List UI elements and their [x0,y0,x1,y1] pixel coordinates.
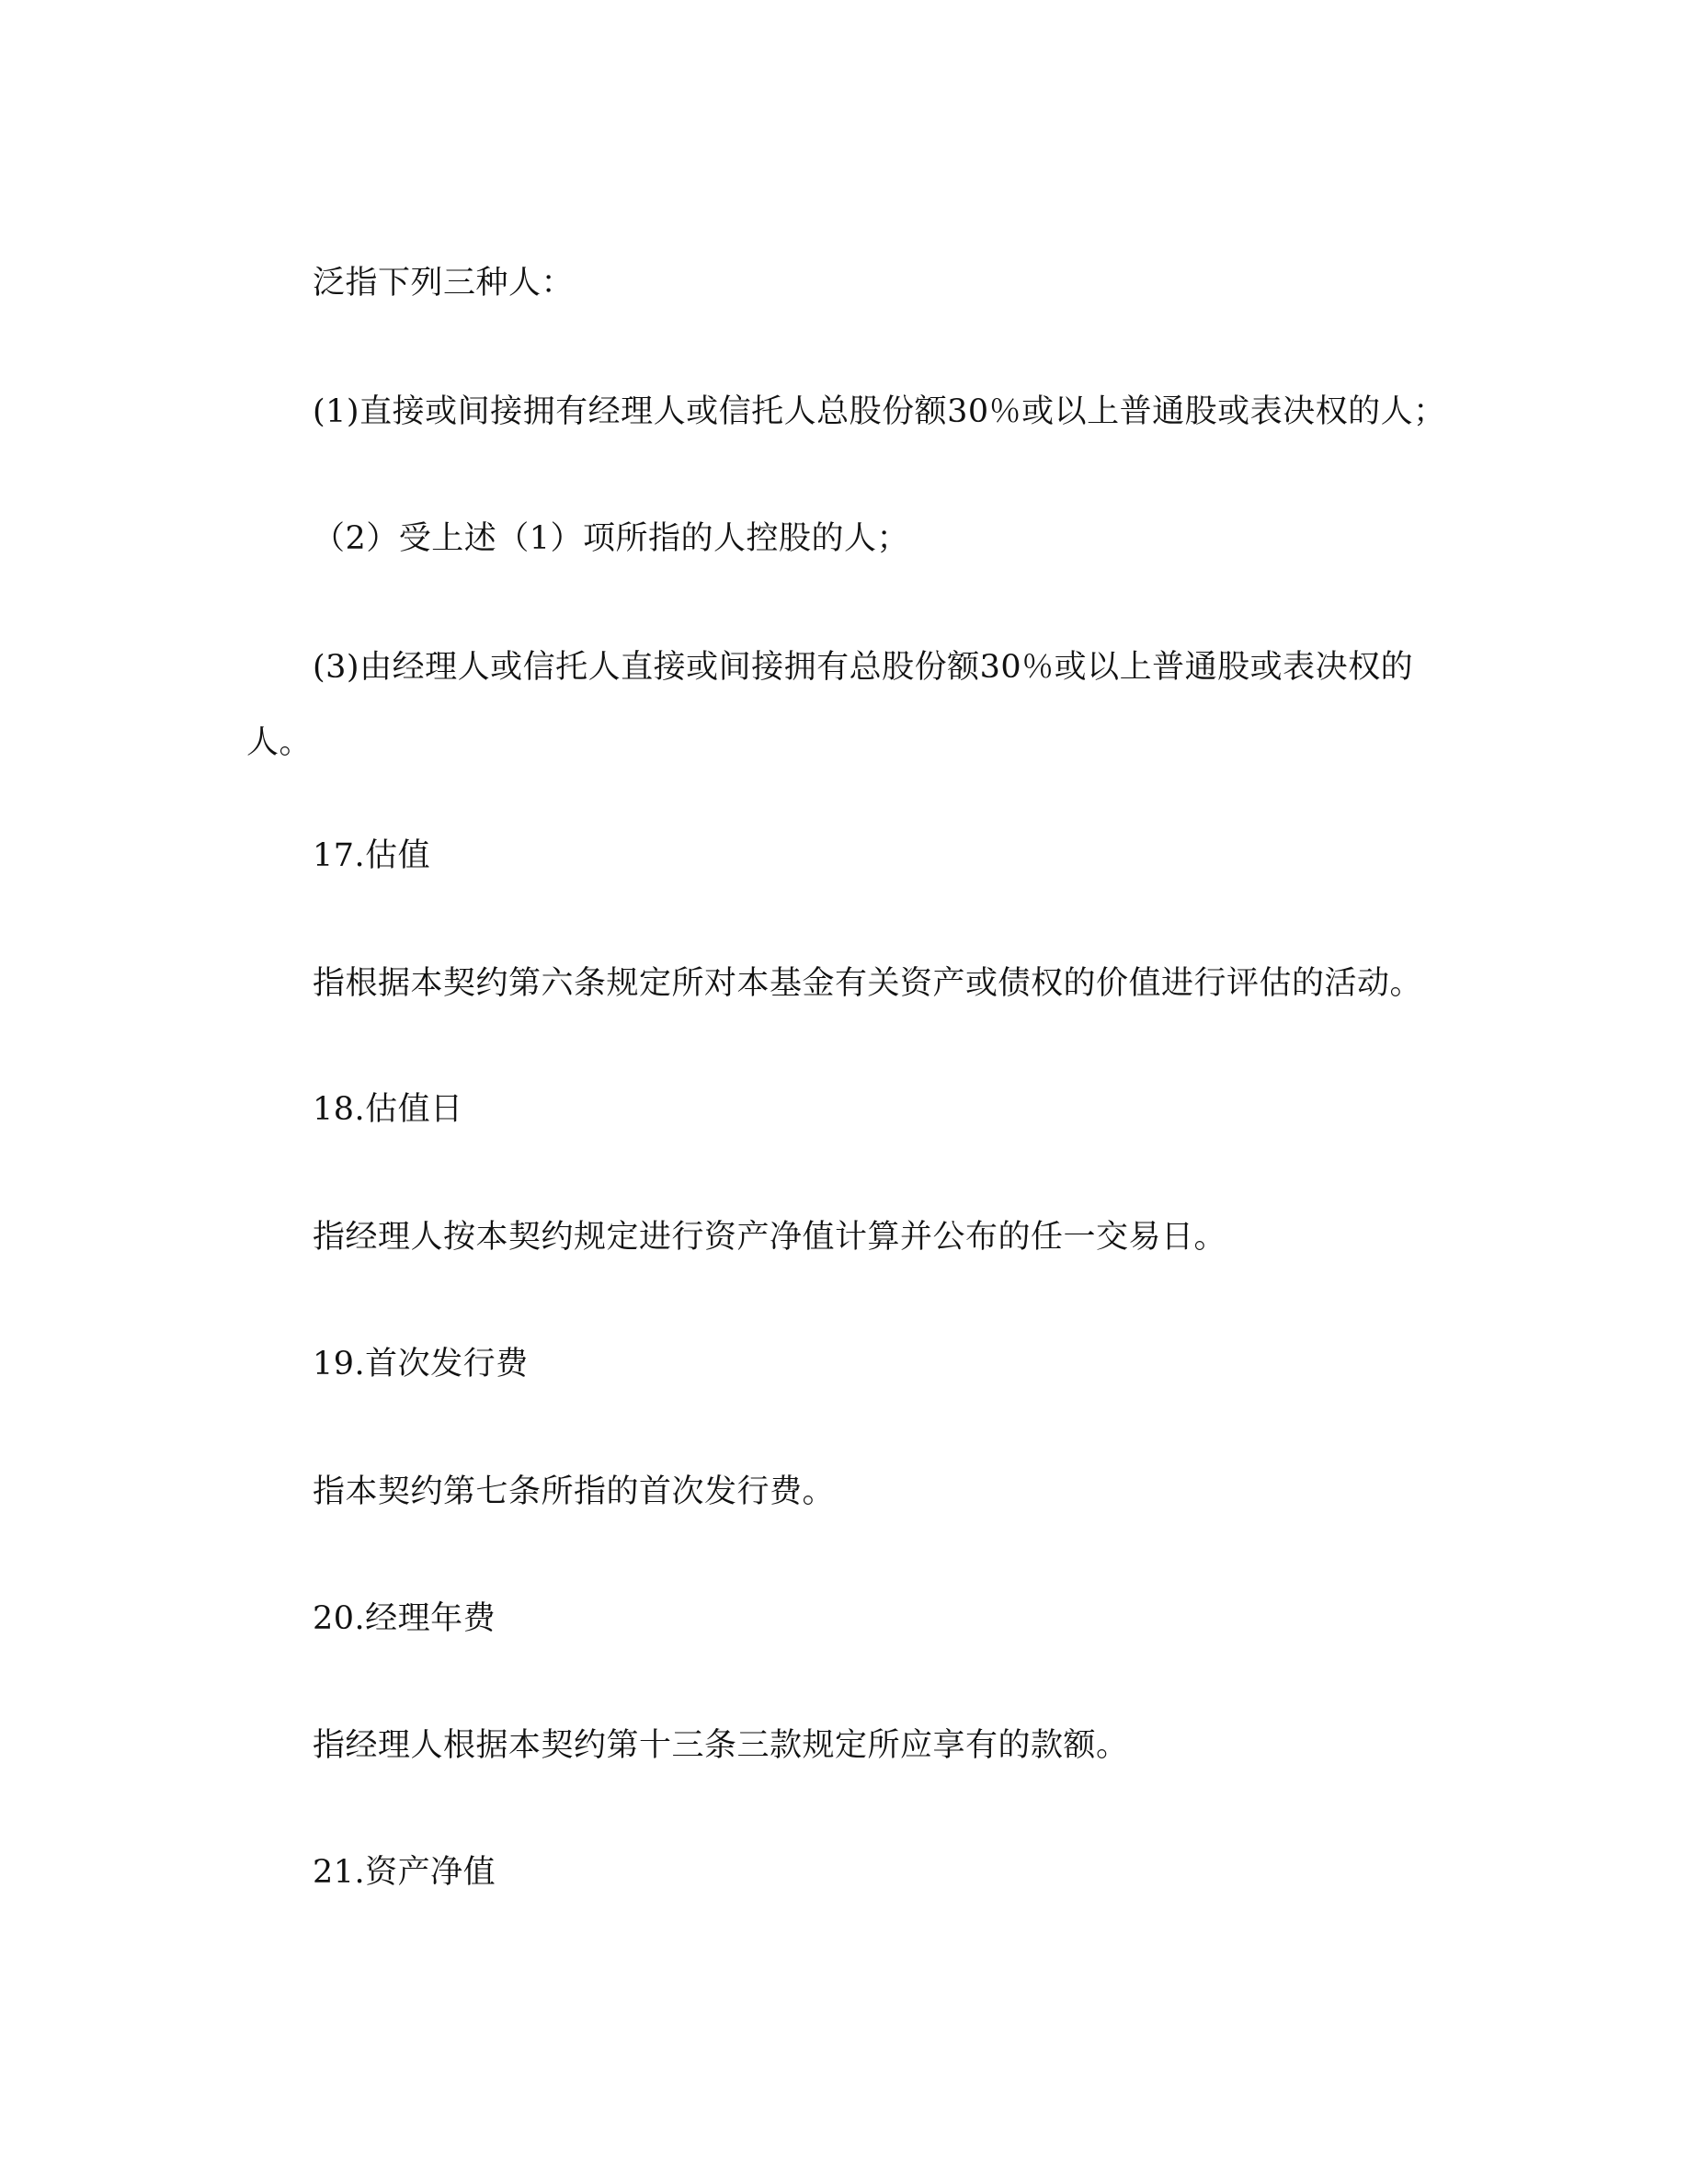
list-item: (3)由经理人或信托人直接或间接拥有总股份额30％或以上普通股或表决权的人。 [246,649,1414,761]
definition-text: 指经理人根据本契约第十三条三款规定所应享有的款额。 [313,1727,1129,1764]
section-heading: 20.经理年费 [313,1600,496,1637]
list-item: (1)直接或间接拥有经理人或信托人总股份额30％或以上普通股或表决权的人； [313,393,1446,430]
definition-text: 泛指下列三种人： [313,265,575,301]
definition-text: 指经理人按本契约规定进行资产净值计算并公布的任一交易日。 [313,1219,1227,1256]
list-item: （2）受上述（1）项所指的人控股的人； [313,520,910,557]
section-heading: 21.资产净值 [313,1854,496,1891]
section-heading: 18.估值日 [313,1091,463,1128]
definition-text: 指根据本契约第六条规定所对本基金有关资产或债权的价值进行评估的活动。 [313,965,1423,1002]
section-heading: 17.估值 [313,837,431,874]
definition-text: 指本契约第七条所指的首次发行费。 [313,1473,836,1510]
section-heading: 19.首次发行费 [313,1346,529,1382]
